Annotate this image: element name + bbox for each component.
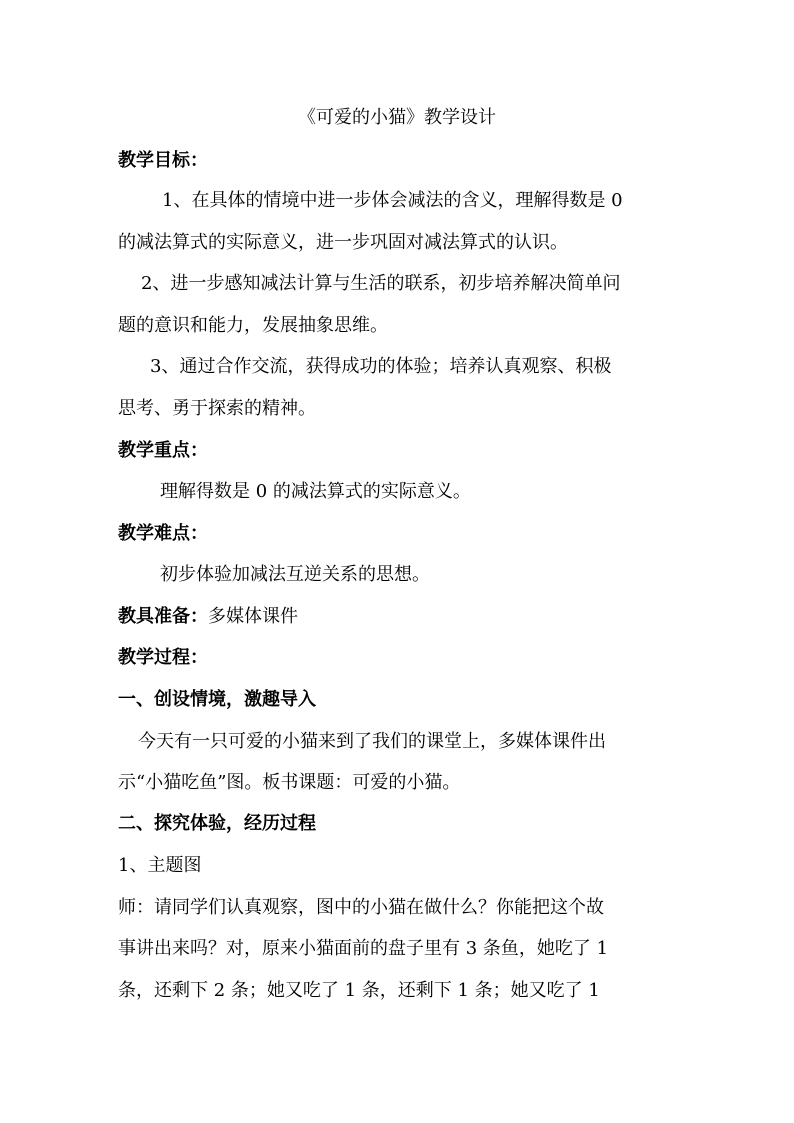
goal-2-line-1: 2、进一步感知减法计算与生活的联系，初步培养解决简单问 bbox=[141, 273, 621, 294]
goals-heading: 教学目标： bbox=[118, 150, 208, 171]
goal-1-line-2: 的减法算式的实际意义，进一步巩固对减法算式的认识。 bbox=[118, 232, 568, 253]
section-2-heading: 二、探究体验，经历过程 bbox=[118, 813, 316, 834]
key-points-text: 理解得数是 0 的减法算式的实际意义。 bbox=[160, 481, 471, 502]
section-1-heading: 一、创设情境，激趣导入 bbox=[118, 689, 316, 710]
teacher-line-1: 师：请同学们认真观察，图中的小猫在做什么？你能把这个故 bbox=[118, 897, 604, 918]
difficulty-text: 初步体验加减法互逆关系的思想。 bbox=[160, 564, 430, 585]
tools-line bbox=[118, 606, 678, 628]
goal-1-line-1: 1、在具体的情境中进一步体会减法的含义，理解得数是 0 bbox=[162, 190, 623, 211]
process-heading: 教学过程： bbox=[118, 647, 208, 668]
goal-3-line-1: 3、通过合作交流，获得成功的体验；培养认真观察、积极 bbox=[150, 356, 612, 377]
section-1-line-1: 今天有一只可爱的小猫来到了我们的课堂上，多媒体课件出 bbox=[138, 731, 606, 752]
tools-label: 教具准备： bbox=[118, 606, 208, 627]
section-1-line-2: 示“小猫吃鱼”图。板书课题：可爱的小猫。 bbox=[118, 772, 461, 793]
document-title: 《可爱的小猫》教学设计 bbox=[298, 107, 496, 128]
teacher-line-2: 事讲出来吗？对，原来小猫面前的盘子里有 3 条鱼，她吃了 1 bbox=[118, 938, 609, 959]
goal-2-line-2: 题的意识和能力，发展抽象思维。 bbox=[118, 315, 388, 336]
tools-value: 多媒体课件 bbox=[208, 606, 298, 627]
difficulty-heading: 教学难点： bbox=[118, 523, 208, 544]
key-points-heading: 教学重点： bbox=[118, 440, 208, 461]
goal-3-line-2: 思考、勇于探索的精神。 bbox=[118, 398, 316, 419]
subsection-1-heading: 1、主题图 bbox=[118, 855, 202, 876]
teacher-line-3: 条，还剩下 2 条；她又吃了 1 条，还剩下 1 条；她又吃了 1 bbox=[118, 980, 600, 1001]
